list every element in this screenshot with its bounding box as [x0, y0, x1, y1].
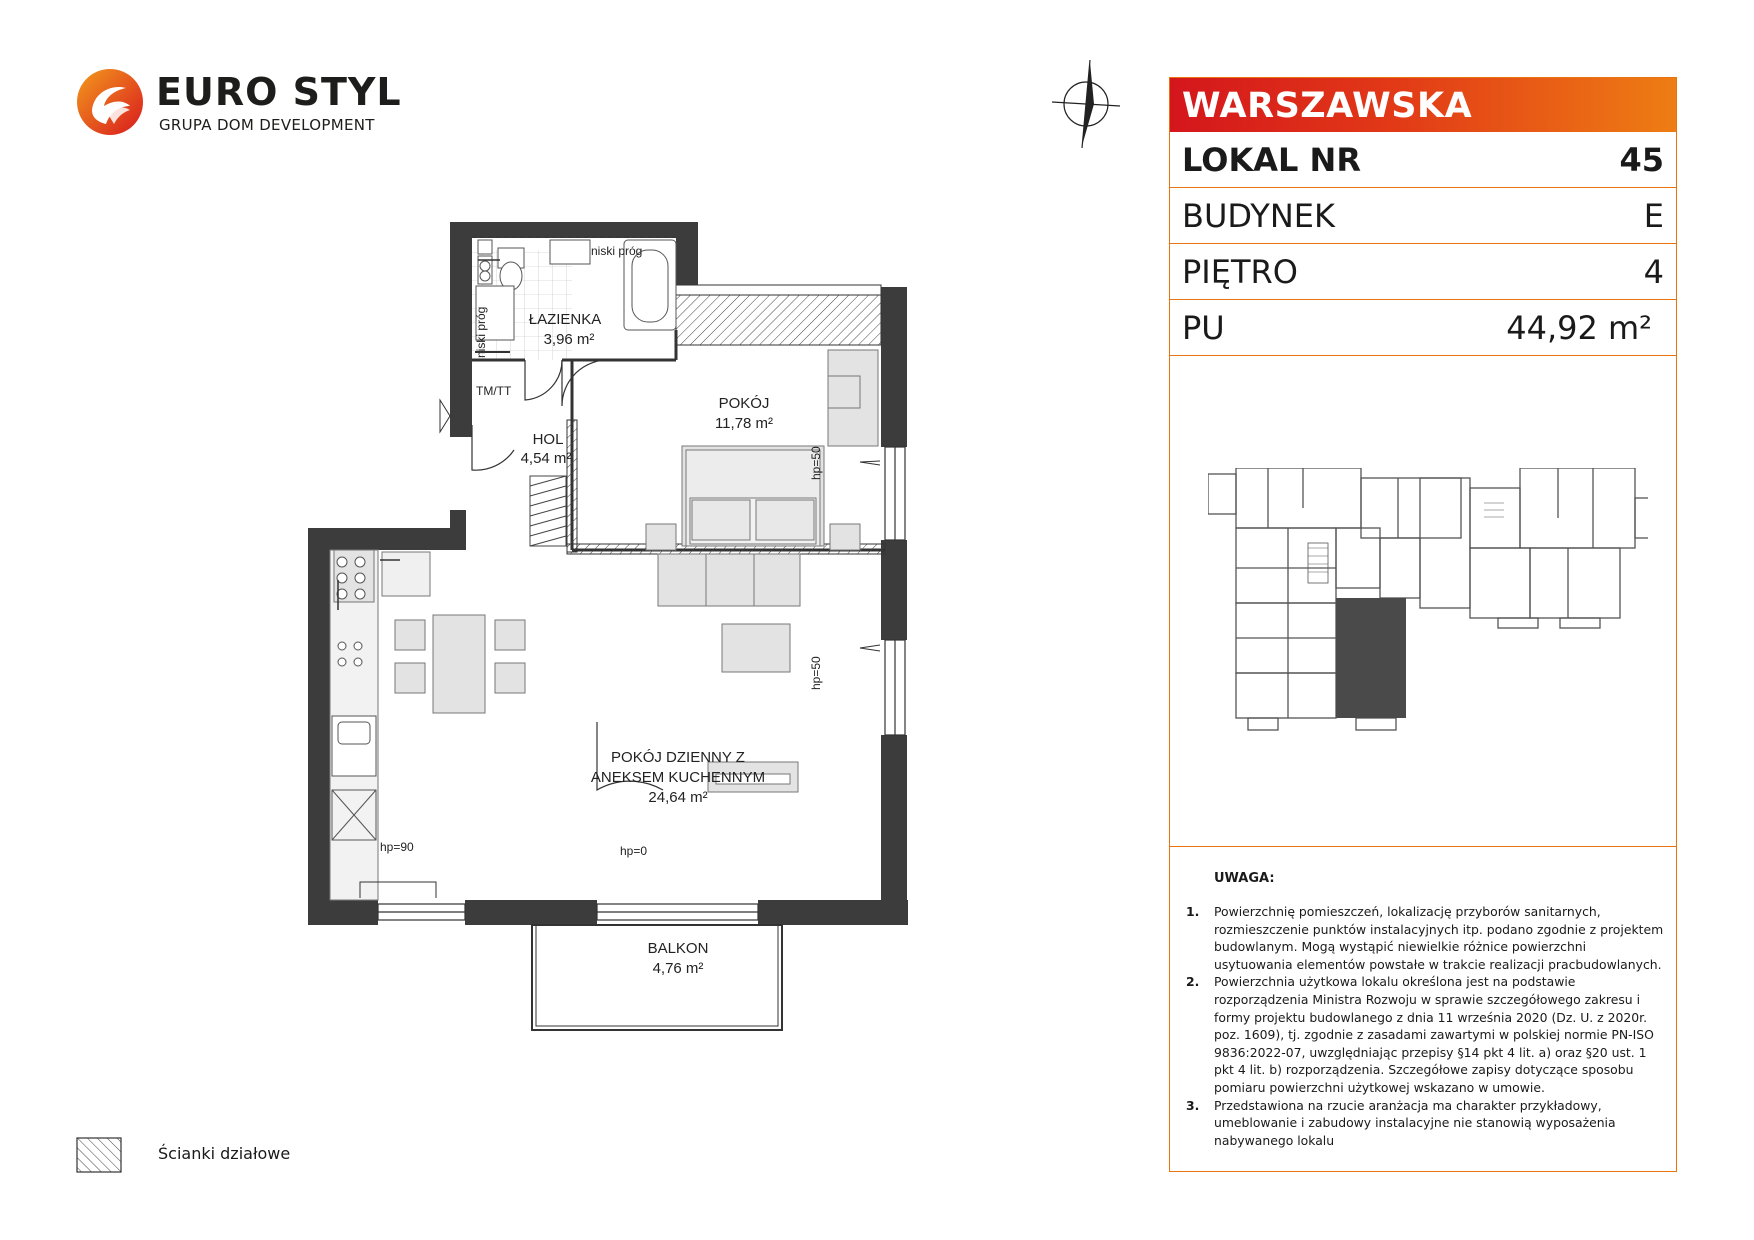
north-arrow-icon	[1046, 56, 1126, 152]
unit-number-value: 45	[1619, 141, 1664, 179]
tm-tt-label: TM/TT	[476, 384, 512, 398]
low-threshold-side-label: niski próg	[474, 306, 488, 358]
brand-subtitle: GRUPA DOM DEVELOPMENT	[159, 116, 375, 134]
investment-name: WARSZAWSKA	[1182, 86, 1473, 126]
room-area: 11,78 m²	[714, 415, 774, 432]
hall-area: 4,54 m²	[520, 450, 572, 467]
usable-area-value: 44,92 m²	[1506, 309, 1652, 347]
note-text: Powierzchnię pomieszczeń, lokalizację przyborów sanitarnych, rozmieszczenie punktów instalacyjnych itp. podano zgodnie z projektem budowlanym. Mogą wystąpić niewielkie różnice powierzchni usytuowania elementów powstałe w trakcie realizacji pracbudowlanych.	[1214, 904, 1664, 972]
notes-title: UWAGA:	[1214, 871, 1275, 886]
investment-banner	[1170, 78, 1676, 132]
hp90-label: hp=90	[380, 840, 414, 854]
hall-name: HOL	[532, 431, 564, 448]
legend-label: Ścianki działowe	[158, 1144, 291, 1163]
info-row-usable-area	[1170, 300, 1676, 356]
living-room-name-line1: POKÓJ DZIENNY Z	[611, 749, 745, 766]
info-row-unit-number	[1170, 132, 1676, 188]
brand-logo	[74, 66, 402, 146]
info-row-floor	[1170, 244, 1676, 300]
partition-wall-legend-swatch	[76, 1137, 122, 1173]
hp50-living-label: hp=50	[809, 656, 823, 690]
living-room-area: 24,64 m²	[648, 789, 708, 806]
living-room-name-line2: ANEKSEM KUCHENNYM	[590, 769, 766, 786]
notes-section	[1170, 846, 1676, 1173]
building-label: BUDYNEK	[1182, 197, 1335, 235]
note-item	[1186, 1097, 1666, 1150]
apartment-info-panel	[1169, 77, 1677, 1172]
low-threshold-top-label: niski próg	[591, 244, 643, 258]
note-item	[1186, 973, 1666, 1096]
note-text: Powierzchnia użytkowa lokalu określona jest na podstawie rozporządzenia Ministra Rozwoju w sprawie szczegółowego zakresu i formy projektu budowlanego z dnia 11 września 2020 (Dz. U. z 2020r. poz. 1609), tj. zgodnie z zasadami zawartymi w polskiej normie PN-ISO 9836:2022-07, uwzględniając przepisy §14 pkt 4 lit. a) oraz §20 ust. 1 pkt 4 lit. b) rozporządzenia. Szczegółowe zapisy dotyczące sposobu pomiaru powierzchni użytkowej wskazano w umowie.	[1214, 974, 1654, 1095]
brand-name: EURO STYL	[156, 70, 402, 114]
notes-list	[1186, 903, 1666, 1149]
hall-wardrobe	[530, 476, 566, 546]
usable-area-label: PU	[1182, 309, 1225, 347]
bathroom-area: 3,96 m²	[543, 331, 595, 348]
note-number: 1.	[1186, 904, 1200, 919]
entrance-arrow-icon	[440, 400, 450, 432]
bedroom-furniture	[646, 350, 878, 550]
info-row-building	[1170, 188, 1676, 244]
building-value: E	[1643, 197, 1664, 235]
unit-number-label: LOKAL NR	[1182, 141, 1361, 179]
balcony-area: 4,76 m²	[652, 960, 704, 977]
note-text: Przedstawiona na rzucie aranżacja ma charakter przykładowy, umeblowanie i zabudowy instalacyjne nie stanowią wyposażenia nabywanego lokalu	[1214, 1097, 1616, 1148]
floor-value: 4	[1643, 253, 1664, 291]
flame-logo-icon	[74, 66, 146, 138]
room-name: POKÓJ	[718, 395, 770, 412]
note-number: 2.	[1186, 974, 1200, 990]
note-item	[1186, 903, 1666, 973]
hp0-label: hp=0	[620, 844, 648, 858]
floor-label: PIĘTRO	[1182, 253, 1298, 291]
note-number: 3.	[1186, 1097, 1200, 1113]
hp50-room-label: hp=50	[809, 446, 823, 480]
balcony-name: BALKON	[647, 940, 709, 957]
floor-plan	[300, 210, 930, 1040]
bathroom-name: ŁAZIENKA	[528, 311, 602, 328]
building-key-plan	[1208, 468, 1648, 788]
